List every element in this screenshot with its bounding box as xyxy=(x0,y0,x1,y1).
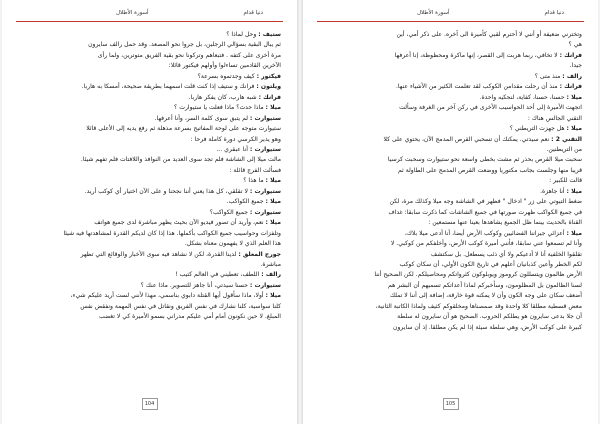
line-text: قريبا منها وجلست بجانب مكتوريا ووضعت القرص المدمج على الطاولة ثم xyxy=(398,166,582,174)
line-text: لا تقلقي، كل هذا يعني أننا نجحنا و على الآن اختيار أي كوكب أريد. xyxy=(84,187,248,195)
text-line xyxy=(22,260,281,270)
speaker-name: ميلا : xyxy=(265,292,281,300)
text-line xyxy=(323,208,582,218)
speaker-name: ميلا : xyxy=(566,93,582,101)
text-line xyxy=(323,166,582,176)
text-line xyxy=(323,239,582,249)
left-page xyxy=(2,0,297,424)
line-text: وحل لماذا ؟ xyxy=(226,31,257,38)
text-line xyxy=(323,218,582,228)
line-text: وتخترني ضعيفة أو أنني لا أحترم لقبي كأميرة الى آخره. على ذكر أمي، أين xyxy=(396,31,582,38)
line-text: المبلغ. لا حين نكونون أمام أمي عليكم مدراني بسمو الأميرة كي لا تغضب xyxy=(98,313,281,321)
text-line xyxy=(22,270,281,280)
line-text: لا تخافي، ربما هربت إلى القصر، إنها ماكرة ومحظوظة، إنا أعرفها xyxy=(394,51,558,59)
speaker-name: رالف : xyxy=(562,72,582,80)
text-line xyxy=(22,93,281,103)
line-text: ستيوارت متوجه على لوحة المفاتيح بسرعة مذهلة ثم رفع يديه إلى الأعلى قائلا xyxy=(86,125,281,133)
text-line xyxy=(323,51,582,61)
author-name: دنيا قدام xyxy=(544,10,564,16)
line-text: جميع الكواكب؟ xyxy=(209,208,248,216)
text-line xyxy=(22,103,281,113)
text-line xyxy=(22,40,281,50)
line-text: لكم الخطر وأعين كذبانيان أعلهم في تاريخ الكون الأولي، أن سكان كوكب xyxy=(399,260,582,268)
line-text: أولا، ماذا سأقول أيها القتلة دابوي بناسمي، مهذا لأنني لست أريد عليكم شيء، xyxy=(70,292,264,300)
line-text: حسنا سيدتي، أنا جاهز للتصوير. ماذا عنك ؟ xyxy=(140,281,248,289)
text-line xyxy=(22,166,281,176)
line-text: من التريطنين. xyxy=(546,145,582,153)
text-line xyxy=(323,302,582,312)
line-text: جيدا. xyxy=(569,62,582,70)
page-number: 104 xyxy=(142,398,158,410)
text-line xyxy=(323,187,582,197)
author-name: دنيا قدام xyxy=(243,10,263,16)
line-text: وتلفزات وحواسيب جميع الكواكب بأكملها. هذا إذا كان لديكم القدرة لمشاهدتها فيه شيئا xyxy=(63,229,281,237)
text-line xyxy=(22,82,281,92)
text-line xyxy=(22,30,281,40)
text-line xyxy=(22,145,281,155)
text-line xyxy=(22,72,281,82)
line-text: أعزائي جيراننا الفضائيين وكوكب الأرض أيضا، أنا أدعى ميلا بلاك، xyxy=(404,229,565,237)
speaker-name: ميلا : xyxy=(265,177,281,185)
text-line xyxy=(323,93,582,103)
line-text: حسنا، حسنا، كفاية، لنحكيه واحدة. xyxy=(479,93,565,101)
speaker-name: ميلا : xyxy=(566,229,582,237)
speaker-name: ستيوارت : xyxy=(249,145,281,153)
speaker-name: ميلا : xyxy=(265,104,281,112)
text-line xyxy=(22,124,281,134)
text-line xyxy=(22,197,281,207)
text-line xyxy=(323,82,582,92)
line-text: منذ أن رحلت مقدامن الكوكب لقد تعلمت الكثير من الأشياء عنها. xyxy=(395,83,558,91)
line-text: ثم يبال البقية بسؤالي الرجلين، بل جروا نحو المصعد. وقد حمل رالف سايرون xyxy=(88,41,281,49)
text-line xyxy=(323,61,582,71)
text-line xyxy=(22,155,281,165)
text-line xyxy=(323,312,582,322)
line-text: هي ؟ xyxy=(568,41,582,49)
text-line xyxy=(22,218,281,228)
speaker-name: جورج المعلق : xyxy=(238,250,281,258)
line-text: لم يتبق سوى كلمة السر، وأنا أعرفها. xyxy=(154,114,248,122)
text-line xyxy=(22,135,281,145)
line-text: وهو يدير الكرسي دورة كاملة فرحا : xyxy=(190,135,281,143)
header-rule xyxy=(16,21,283,22)
text-line xyxy=(22,312,281,322)
text-line xyxy=(22,302,281,312)
text-line xyxy=(323,323,582,333)
text-line xyxy=(323,135,582,145)
book-title: أسورة الأطلال xyxy=(417,10,450,16)
text-line xyxy=(323,291,582,301)
line-text: شبه هارب، كان يفكر هاربا. xyxy=(188,93,257,101)
text-line xyxy=(22,176,281,186)
line-text: أضعف سكان على وجه الكون وأن لا يمكنه قوة خارقة، إضافة إلى أننا لا تملك xyxy=(390,292,582,300)
line-text: ماذا حدث؟ ماذا فعلت يا ستيوارت ؟ xyxy=(174,104,264,112)
text-line xyxy=(323,40,582,50)
line-text: وأنا لم تسمعوا عني سابقا، فأنني أميرة كوكب الأرض، وأخلفكم من كوكبي. لا xyxy=(390,240,582,248)
page-body xyxy=(22,30,281,323)
speaker-name: التقني 2 : xyxy=(551,135,582,143)
line-text: هل جهزت التريطني ؟ xyxy=(509,125,565,133)
line-text: تقلقوا الخلفية أنا لا أدعيكم ولا أي ذئب يسطعل. بل سكتشف xyxy=(430,250,582,258)
text-line xyxy=(22,51,281,61)
speaker-name: ستيوارت : xyxy=(249,208,281,216)
text-line xyxy=(323,197,582,207)
line-text: منذ متى ؟ xyxy=(534,72,561,80)
line-text: نعم، وأريد أن تصور فيديو الآن بحيث يظهر مباشرة لدى جميع هواتف xyxy=(94,219,264,227)
line-text: فسألت الفرج قائلة : xyxy=(229,166,281,174)
text-line xyxy=(323,260,582,270)
text-line xyxy=(22,61,281,71)
text-line xyxy=(323,229,582,239)
text-line xyxy=(22,187,281,197)
text-line xyxy=(323,124,582,134)
text-line xyxy=(323,114,582,124)
line-text: اللطف، تعطيني في العالم كتيب ! xyxy=(175,271,260,279)
line-text: نعم سيدتي. يمكنك أن تسحبي القرص المدمج الآن، يحتوي على كلا xyxy=(383,135,550,143)
speaker-name: ميلا : xyxy=(265,198,281,206)
speaker-name: فرانك : xyxy=(559,51,582,59)
line-text: مالت ميلا إلى الشاشة فلم تجد سوى العديد من النوافذ واللافتات فلم تفهم شيئا. xyxy=(80,156,281,164)
line-text: لسنا الظالمون بل المظلومون، وسأخبركم لماذا أعداتكم تسميهم أن البشر هم xyxy=(388,281,582,289)
text-line xyxy=(22,281,281,291)
line-text: سحبت ميلا القرص بحذر ثم مشت بخطى واسعة نحو ستيوارت وسحبت كرسيا xyxy=(387,156,582,164)
text-line xyxy=(22,291,281,301)
speaker-name: ميلا : xyxy=(566,187,582,195)
line-text: أنا عبقري ... xyxy=(216,145,248,153)
text-line xyxy=(22,229,281,239)
line-text: فرانك و ستيف إذا كنت قلت اسمهما بطريقة صحيحة، أمسكا به هاربا. xyxy=(81,83,255,91)
speaker-name: فرانك : xyxy=(559,83,582,91)
line-text: الآخرين القادمين تساءلوا وأولهم فيكتور قائلا: xyxy=(168,62,281,70)
page-body xyxy=(323,30,582,333)
line-text: هذا العلم الذي لا يفهمون معناه بشكل. xyxy=(184,240,281,248)
text-line xyxy=(323,281,582,291)
line-text: كبيرة على كوكب الأرض، وهي سلطة سيئة إذا لم يكن مطلقا. إذ أن سايرون xyxy=(393,323,582,331)
text-line xyxy=(323,270,582,280)
speaker-name: ستيف : xyxy=(258,31,281,38)
speaker-name: رالف : xyxy=(261,271,281,279)
line-text: في جميع الكواكب ظهرت صورتها في جميع الشاشات كما ذكرت سابقا: غداف xyxy=(388,208,582,216)
speaker-name: ستيوارت : xyxy=(249,114,281,122)
line-text: القناة بالحديث بينما ظل الجميع يشاهدها بعينا عنها مستمعين : xyxy=(428,219,582,227)
line-text: اتجهت الأميرة إلى أحد الحواسيب الأخرى في ركن آخر من الغرفة وسألت xyxy=(399,104,582,112)
speaker-name: فرانك : xyxy=(258,93,281,101)
text-line xyxy=(323,30,582,40)
text-line xyxy=(323,72,582,82)
line-text: التقني الجالس هناك : xyxy=(527,114,582,122)
speaker-name: ميلا : xyxy=(265,219,281,227)
text-line xyxy=(323,176,582,186)
line-text: لدينا القدرة، لكن لا نشاهد فيه سوى الأخبار والوقائع التي تظهر xyxy=(80,250,237,258)
line-text: ما هذا ؟ xyxy=(243,177,264,185)
header-rule xyxy=(317,21,584,22)
speaker-name: ميلا : xyxy=(566,125,582,133)
line-text: جميع الكواكب. xyxy=(226,198,264,206)
speaker-name: فيكتور : xyxy=(256,72,281,80)
page-number: 105 xyxy=(443,398,459,410)
line-text: أنا جاهزة. xyxy=(540,187,565,195)
text-line xyxy=(22,250,281,260)
line-text: أن جلا بدعى سايرون هو يطلكم الحروب. الصحيح هو أن سايرون له سلطة xyxy=(397,313,582,321)
line-text: قالت للكبير : xyxy=(549,177,582,185)
line-text: ضغط التيوتي على زر " ادخال " فظهر في الشاشة وجه ميلا وكذلك مرة، لكن xyxy=(389,198,582,206)
line-text: مرة أخرى على كتفه . فتبعاهم وتركونا نحو بقية الفريق متوترين، ولما رأى xyxy=(97,51,281,59)
line-text: كيف وجدتموه بسرعة؟ xyxy=(197,72,255,80)
text-line xyxy=(323,103,582,113)
text-line xyxy=(22,239,281,249)
text-line xyxy=(22,208,281,218)
text-line xyxy=(323,145,582,155)
speaker-name: ويلتون : xyxy=(256,83,281,91)
text-line xyxy=(22,114,281,124)
text-line xyxy=(323,250,582,260)
line-text: الأرض ظالمون ويتسللون كروموز ويوبلوكون كثرواتكم ومحاصيلكم. لكن الصحيح أننا xyxy=(374,271,582,279)
book-title: أسورة الأطلال xyxy=(116,10,149,16)
text-line xyxy=(323,155,582,165)
line-text: مباشرة. xyxy=(260,260,281,268)
speaker-name: ستيوارت : xyxy=(249,281,281,289)
speaker-name: ستيوارت : xyxy=(249,187,281,195)
line-text: معض قسطية مطلقا كلا واحدة وقد صمصناها ومخلقوكم كثيف ولماذا الكاتبة الثانية، xyxy=(375,302,582,310)
right-page xyxy=(303,0,598,424)
line-text: كلنا سواسية، كلنا نشارك في نفس الفريق ونقاتل في نفس المهمة ونفقض نفس xyxy=(80,302,281,310)
